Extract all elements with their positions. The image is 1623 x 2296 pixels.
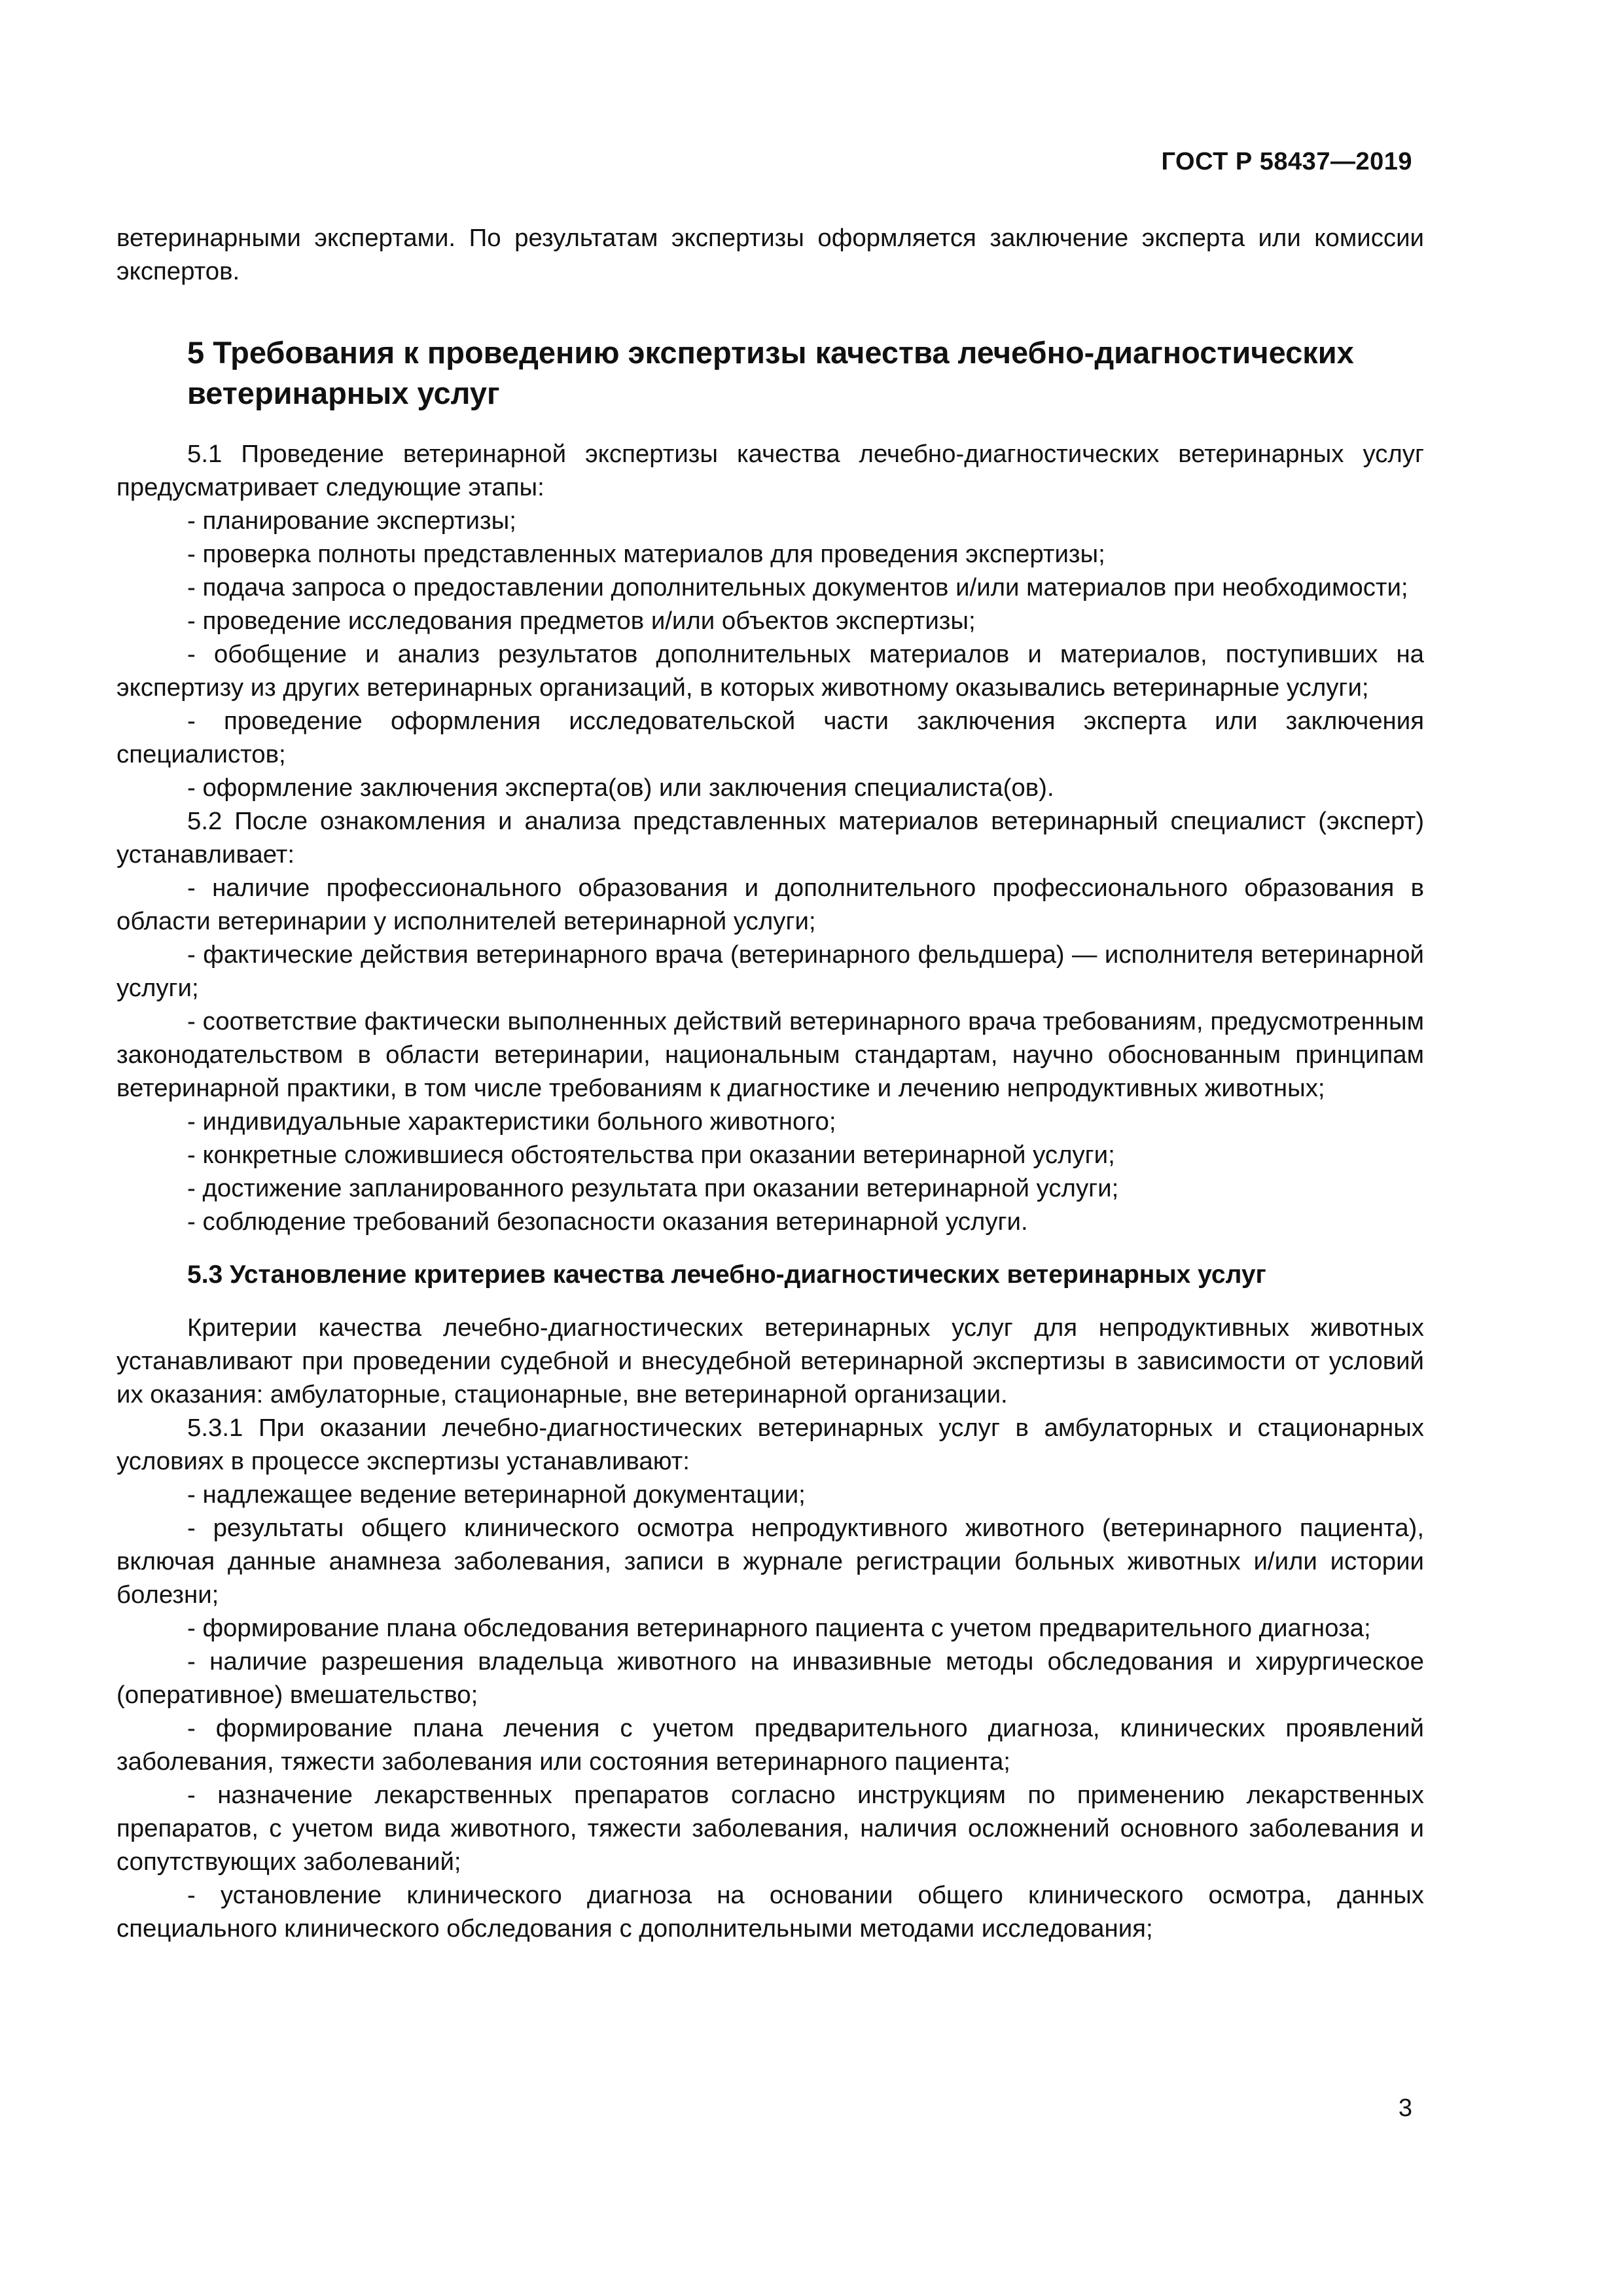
list-item: - достижение запланированного результата при оказании ветеринарной услуги; <box>187 1174 1119 1202</box>
list-item: - обобщение и анализ результатов дополнительных материалов и материалов, поступивших на экспертизу из других ветеринарных организаций, в которых животному оказывались ветеринарные услуги; <box>116 640 1424 702</box>
list-item: - наличие профессионального образования и дополнительного профессионального образования в области ветеринарии у исполнителей ветеринарной услуги; <box>116 874 1424 935</box>
list-item: - конкретные сложившиеся обстоятельства при оказании ветеринарной услуги; <box>187 1141 1115 1169</box>
body-text <box>116 221 1424 1945</box>
page-number: 3 <box>1398 2094 1412 2122</box>
list-item: - оформление заключения эксперта(ов) или заключения специалиста(ов). <box>187 774 1054 802</box>
paragraph-5-3: Критерии качества лечебно-диагностических ветеринарных услуг для непродуктивных животных устанавливают при проведении судебной и внесудебной ветеринарной экспертизы в зависимости от условий их оказания: амбулаторные, стационарные, вне ветеринарной организации. <box>116 1314 1424 1408</box>
list-item: - формирование плана лечения с учетом предварительного диагноза, клинических проявлений заболевания, тяжести заболевания или состояния ветеринарного пациента; <box>116 1714 1424 1776</box>
list-item: - индивидуальные характеристики больного животного; <box>187 1107 836 1136</box>
document-code: ГОСТ Р 58437—2019 <box>1161 148 1412 175</box>
list-item: - проверка полноты представленных материалов для проведения экспертизы; <box>187 540 1105 568</box>
list-item: - наличие разрешения владельца животного на инвазивные методы обследования и хирургическое (оперативное) вмешательство; <box>116 1647 1424 1709</box>
list-item: - установление клинического диагноза на основании общего клинического осмотра, данных специального клинического обследования с дополнительными методами исследования; <box>116 1881 1424 1943</box>
subsection-5-3-heading: 5.3 Установление критериев качества лечебно-диагностических ветеринарных услуг <box>187 1261 1266 1289</box>
list-item: - проведение оформления исследовательской части заключения эксперта или заключения специалистов; <box>116 707 1424 768</box>
list-item: - проведение исследования предметов и/или объектов экспертизы; <box>187 607 976 635</box>
list-item: - надлежащее ведение ветеринарной документации; <box>187 1480 806 1509</box>
list-item: - соответствие фактически выполненных действий ветеринарного врача требованиям, предусмотренным законодательством в области ветеринарии, национальным стандартам, научно обоснованным принципам ветеринарной практики, в том числе требованиям к диагностике и лечению непродуктивных животных; <box>116 1007 1424 1102</box>
list-item: - назначение лекарственных препаратов согласно инструкциям по применению лекарственных препаратов, с учетом вида животного, тяжести заболевания, наличия осложнений основного заболевания и сопутствующих заболеваний; <box>116 1781 1424 1876</box>
list-item: - результаты общего клинического осмотра непродуктивного животного (ветеринарного пациента), включая данные анамнеза заболевания, записи в журнале регистрации больных животных и/или истории болезни; <box>116 1514 1424 1609</box>
list-item: - фактические действия ветеринарного врача (ветеринарного фельдшера) — исполнителя ветеринарной услуги; <box>116 941 1424 1002</box>
list-item: - планирование экспертизы; <box>187 507 516 535</box>
intro-paragraph: ветеринарными экспертами. По результатам экспертизы оформляется заключение эксперта или комиссии экспертов. <box>116 224 1424 285</box>
list-item: - соблюдение требований безопасности оказания ветеринарной услуги. <box>187 1208 1028 1236</box>
list-item: - подача запроса о предоставлении дополнительных документов и/или материалов при необходимости; <box>187 573 1408 601</box>
paragraph-5-2: 5.2 После ознакомления и анализа представленных материалов ветеринарный специалист (эксперт) устанавливает: <box>116 807 1424 869</box>
paragraph-5-3-1: 5.3.1 При оказании лечебно-диагностических ветеринарных услуг в амбулаторных и стационарных условиях в процессе экспертизы устанавливают: <box>116 1414 1424 1475</box>
section-5-heading: 5 Требования к проведению экспертизы качества лечебно-диагностических ветеринарных услуг <box>187 335 1354 410</box>
paragraph-5-1: 5.1 Проведение ветеринарной экспертизы качества лечебно-диагностических ветеринарных услуг предусматривает следующие этапы: <box>116 440 1424 501</box>
list-item: - формирование плана обследования ветеринарного пациента с учетом предварительного диагноза; <box>187 1614 1371 1642</box>
